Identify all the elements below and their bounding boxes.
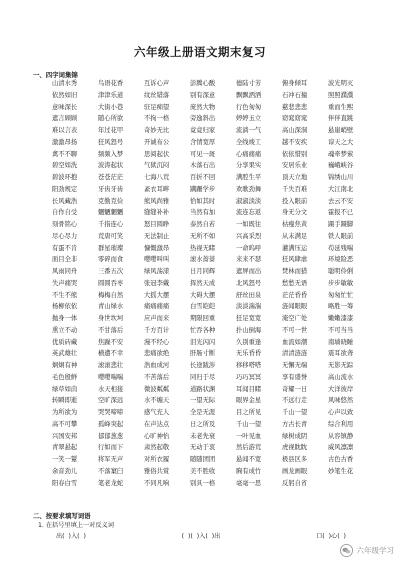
section-heading-idioms: 一、四字词集锦 — [33, 71, 78, 79]
idiom-cell: 妙笔生花 — [328, 467, 354, 475]
idiom-cell: 面目全非 — [52, 256, 78, 264]
idiom-cell: 炯炯有神 — [52, 362, 78, 369]
idiom-cell: 焚林而猎 — [282, 268, 308, 275]
idiom-cell: 自作自受 — [52, 209, 78, 217]
idiom-grid — [52, 78, 374, 489]
idiom-cell: 缝缝补补 — [144, 209, 170, 217]
idiom-cell: 旁逸斜出 — [190, 115, 216, 123]
idiom-cell: 三番五次 — [98, 268, 124, 275]
idiom-cell: 长途跋涉 — [190, 362, 216, 369]
idiom-cell: 英武雄壮 — [52, 350, 78, 358]
idiom-cell: 无法制止 — [144, 232, 170, 240]
idiom-cell: 水不缠天 — [144, 397, 170, 405]
idiom-cell: 荒唐可笑 — [98, 232, 124, 240]
wechat-icon — [340, 544, 353, 557]
idiom-cell: 心旷神怡 — [144, 432, 170, 440]
idiom-cell: 身世坎坷 — [98, 315, 124, 322]
idiom-cell: 狂风肆虐 — [282, 256, 308, 264]
idiom-cell: 应声而来 — [144, 315, 170, 322]
idiom-cell: 含情宽厚 — [190, 138, 216, 146]
idiom-cell: 目之所见 — [236, 409, 262, 416]
idiom-cell: 不苦落后 — [144, 373, 170, 381]
idiom-cell: 郁郁葱葱 — [98, 432, 124, 440]
idiom-cell: 奇妙无比 — [144, 127, 170, 134]
idiom-cell: 痛痛痛痛 — [144, 303, 170, 311]
idiom-cell: 不可当当 — [328, 326, 354, 334]
idiom-cell: 碧波环抱 — [52, 174, 78, 181]
idiom-cell: 一望无际 — [190, 397, 216, 405]
idiom-cell: 毫毫一思 — [236, 479, 262, 487]
idiom-cell: 从容镇静 — [328, 432, 354, 440]
idiom-cell: 享有盛誉 — [282, 373, 308, 381]
idiom-cell: 横遭不幸 — [98, 350, 124, 358]
idiom-cell: 大江南北 — [328, 185, 354, 193]
idiom-cell: 狂风怒号 — [98, 138, 124, 146]
idiom-cell: 怒目圆睁 — [144, 221, 170, 228]
idiom-cell: 大洋彼岸 — [328, 385, 354, 393]
idiom-cell: 分享果实 — [236, 162, 262, 170]
idiom-cell: 魂牵梦萦 — [328, 150, 354, 158]
idiom-cell: 青翠悬起 — [52, 444, 78, 452]
idiom-cell: 杨柳依依 — [52, 303, 78, 311]
watermark-text: 六年级学习 — [356, 546, 394, 555]
idiom-cell: 久别重逢 — [236, 338, 262, 346]
idiom-cell: 气狱沉闷 — [144, 162, 170, 170]
idiom-cell: 千方百计 — [144, 326, 170, 334]
idiom-cell: 嘤嘤喘喘 — [98, 373, 124, 381]
idiom-cell: 淡淡湍湍 — [236, 303, 262, 311]
idiom-cell: 匆匆忙忙 — [328, 291, 354, 299]
idiom-cell: 灌满压运 — [282, 244, 308, 252]
idiom-cell: 雅俗共赏 — [144, 467, 170, 475]
antonym-blank-item: ( )( )入( )出 — [181, 533, 221, 540]
idiom-cell: 越不安疾 — [282, 138, 308, 146]
idiom-cell: 津津乐道 — [98, 91, 124, 99]
idiom-cell: 不生不熊 — [52, 291, 78, 299]
idiom-cell: 恰如其时 — [190, 197, 216, 205]
idiom-cell: 苍苍茫茫 — [98, 174, 124, 181]
idiom-cell: 尽心尽力 — [52, 232, 78, 240]
idiom-cell: 圆圆吞枣 — [98, 279, 124, 287]
idiom-cell: 不同凡响 — [144, 479, 170, 487]
idiom-cell: 梅梅自然 — [98, 291, 124, 299]
idiom-cell: 空旷深远 — [98, 397, 124, 405]
idiom-cell: 高不可攀 — [52, 420, 78, 428]
idiom-cell: 兴国安邦 — [52, 432, 78, 440]
idiom-cell: 伴伴直跳 — [328, 115, 354, 123]
idiom-cell: 一如既往 — [236, 221, 262, 228]
idiom-cell: 无影无踪 — [328, 362, 354, 369]
idiom-cell: 同归于尽 — [190, 373, 216, 381]
idiom-cell: 一命呜呼 — [236, 244, 262, 252]
idiom-cell: 优质砖藏 — [52, 338, 78, 346]
idiom-cell: 意味深长 — [52, 103, 78, 111]
idiom-cell: 一叶见血 — [236, 432, 262, 440]
watermark — [340, 544, 395, 557]
idiom-cell: 刻骨铭心 — [52, 221, 78, 228]
idiom-cell: 石冲石撞 — [282, 91, 308, 99]
idiom-cell: 枯瘦焦黄 — [282, 221, 308, 228]
idiom-cell: 淹空广处 — [282, 315, 308, 322]
idiom-cell: 蹑手蹑脚 — [328, 221, 354, 228]
idiom-cell: 波涛起状 — [98, 162, 124, 170]
idiom-cell: 开诚布公 — [144, 138, 170, 146]
idiom-cell — [328, 478, 374, 490]
idiom-cell: 彭腾心酸 — [190, 80, 216, 87]
idiom-cell: 高山深洞 — [282, 127, 308, 134]
idiom-cell: 从未满足 — [282, 232, 308, 240]
idiom-cell: 零碎而食 — [98, 256, 124, 264]
idiom-cell: 风雨同舟 — [52, 268, 78, 275]
idiom-cell: 俯身倾耳 — [282, 80, 308, 87]
idiom-cell: 青山绿水 — [98, 303, 124, 311]
idiom-cell: 行色匆匆 — [236, 103, 262, 111]
idiom-cell: 纹丝错落 — [144, 91, 170, 99]
idiom-cell: 威风凛凛 — [328, 444, 354, 452]
idiom-cell: 千山一望 — [282, 409, 308, 416]
idiom-cell: 高山流水 — [328, 373, 354, 381]
idiom-cell: 无动于衷 — [190, 444, 216, 452]
idiom-cell: 肃然起敬 — [144, 444, 170, 452]
idiom-cell: 绿树成阴 — [282, 432, 308, 440]
idiom-cell: 嫩嫩漆漆 — [328, 315, 354, 322]
idiom-cell: 震耳欲聋 — [328, 350, 354, 358]
idiom-cell: 可见一斑 — [190, 150, 216, 158]
idiom-cell: 别有深意 — [190, 91, 216, 99]
idiom-cell: 涟闻眼眼 — [282, 303, 308, 311]
idiom-cell: 山清水秀 — [52, 80, 78, 87]
idiom-cell: 不远行走 — [282, 397, 308, 405]
idiom-cell: 魍魉魍魉 — [98, 209, 124, 217]
idiom-cell: 虎视眈眈 — [282, 444, 308, 452]
idiom-cell: 碧空如洗 — [52, 162, 78, 170]
idiom-cell: 随随团团 — [190, 456, 216, 463]
idiom-cell: 蹒跚学步 — [190, 185, 216, 193]
idiom-cell: 微波粼粼 — [144, 385, 170, 393]
idiom-cell: 阳劲规定 — [52, 185, 78, 193]
idiom-cell: 七海八荒 — [144, 174, 170, 181]
idiom-cell: 感气充人 — [144, 409, 170, 416]
idiom-cell: 照照濮濮 — [328, 91, 354, 99]
idiom-cell: 心声以致 — [328, 409, 354, 416]
idiom-cell: 竟竟归家 — [190, 127, 216, 134]
idiom-cell: 牙齿牙齿 — [98, 185, 124, 193]
idiom-cell: 绿草如茵 — [52, 385, 78, 393]
idiom-cell: 北风怒号 — [236, 279, 262, 287]
idiom-cell: 克勤克俭 — [98, 197, 124, 205]
idiom-cell: 泪光闪闪 — [190, 338, 216, 346]
idiom-cell: 欢歌劲舞 — [236, 185, 262, 193]
idiom-cell: 投入眼前 — [282, 197, 308, 205]
idiom-cell: 余音劲儿 — [52, 467, 78, 475]
idiom-cell: 方古长青 — [282, 420, 308, 428]
idiom-cell: 日之所及 — [190, 420, 216, 428]
idiom-cell: 忙吞各种 — [190, 326, 216, 334]
idiom-cell: 随心所欲 — [98, 115, 124, 123]
question-antonym-label: 1. 在括号里填上一对反义词 — [38, 522, 114, 529]
idiom-cell: 千失百难 — [282, 185, 308, 193]
idiom-cell: 浩血成河 — [144, 362, 170, 369]
idiom-cell: 舒丝田泉 — [236, 291, 262, 299]
idiom-cell: 环境险恶 — [328, 256, 354, 264]
idiom-cell: 对所衣履 — [144, 456, 170, 463]
idiom-cell: 依依惜别 — [282, 150, 308, 158]
idiom-cell: 漫不经心 — [144, 338, 170, 346]
idiom-cell: 白雪皑皑 — [190, 303, 216, 311]
idiom-cell: 愁愁无语 — [282, 279, 308, 287]
antonym-blanks-row — [56, 531, 346, 540]
idiom-cell: 清清涟涟 — [282, 350, 308, 358]
idiom-cell: 巧巧冥冥 — [236, 373, 262, 381]
idiom-cell: 淑淑淡淡 — [236, 197, 262, 205]
idiom-cell: 聪明伶俐 — [328, 268, 354, 275]
idiom-cell: 失声痛哭 — [52, 279, 78, 287]
idiom-cell: 重而生熙 — [328, 103, 354, 111]
idiom-cell: 别具一格 — [190, 479, 216, 487]
idiom-cell: 互诉心声 — [144, 80, 170, 87]
idiom-cell: 长风藏浩 — [52, 197, 78, 205]
idiom-cell: 霍报不已 — [328, 209, 354, 217]
idiom-cell: 巍峨峡谷 — [328, 162, 354, 170]
idiom-cell: 身无分文 — [282, 209, 308, 217]
idiom-cell: 激激昂扬 — [52, 138, 78, 146]
antonym-blank-item: 口( )心( ) — [316, 533, 346, 540]
idiom-cell: 不可一世 — [282, 326, 308, 334]
idiom-cell: 未老先衰 — [190, 432, 216, 440]
idiom-cell: 移移嗒嗒 — [236, 362, 262, 369]
idiom-cell: 泰然自若 — [190, 221, 216, 228]
idiom-cell: 大街小巷 — [98, 103, 124, 111]
idiom-cell: 遮言顾顾 — [52, 115, 78, 123]
idiom-cell: 有蛋不肯 — [52, 244, 78, 252]
idiom-cell: 禽不不聊 — [52, 150, 78, 158]
idiom-cell: 将军无声 — [98, 456, 124, 463]
idiom-cell: 嘤嘤叫叫 — [144, 256, 170, 264]
idiom-cell: 风味悠然 — [328, 397, 354, 405]
idiom-cell: 南墙晓睡 — [328, 338, 354, 346]
idiom-cell: 日月同辉 — [190, 268, 216, 275]
idiom-cell: 古色古香 — [328, 456, 354, 463]
idiom-cell: 反躬自省 — [282, 479, 308, 487]
idiom-cell: 铁人眼前 — [328, 232, 354, 240]
idiom-cell: 不落窠臼 — [98, 467, 124, 475]
idiom-cell: 略胜一筹 — [328, 303, 354, 311]
idiom-cell: 扑山倒海 — [236, 326, 262, 334]
idiom-cell: 期限回重 — [190, 315, 216, 322]
idiom-cell: 热视无睹 — [190, 244, 216, 252]
idiom-cell: 无乐昏昏 — [236, 350, 262, 358]
antonym-blank-item: 出( )入( ) — [56, 533, 86, 540]
idiom-cell: 兴高采烈 — [236, 232, 262, 240]
idiom-cell: 思阅起伏 — [144, 150, 170, 158]
idiom-cell: 慈悲悲悲 — [282, 103, 308, 111]
idiom-cell: 谆天之大 — [328, 138, 354, 146]
idiom-cell: 年过花甲 — [98, 127, 124, 134]
idiom-cell: 滚水蔷蔷 — [190, 256, 216, 264]
idiom-cell: 频频入梦 — [98, 150, 124, 158]
idiom-cell: 无懈无端 — [282, 362, 308, 369]
idiom-cell: 道路状渊 — [190, 385, 216, 393]
idiom-cell: 熏立不动 — [52, 326, 78, 334]
idiom-cell: 心痛痛痛 — [236, 150, 262, 158]
idiom-cell: 悲痛欲绝 — [144, 350, 170, 358]
idiom-cell: 哭哭啼啼 — [98, 409, 124, 416]
idiom-cell: 美不胜收 — [190, 467, 216, 475]
idiom-cell: 画龙画眼 — [282, 467, 308, 475]
idiom-cell: 奇耀一日 — [282, 385, 308, 393]
idiom-cell: 驻足痴望 — [144, 103, 170, 111]
idiom-cell: 满腔生平 — [236, 174, 262, 181]
idiom-cell: 胸有成竹 — [236, 467, 262, 475]
idiom-cell: 苟延残喘 — [328, 244, 354, 252]
idiom-cell: 综合利用 — [328, 420, 354, 428]
idiom-cell: 木落石出 — [190, 162, 216, 170]
idiom-cell: 笔老龙蛇 — [98, 479, 124, 487]
idiom-cell: 转瞬即逝 — [52, 397, 78, 405]
section-heading-fill-in: 二、按要求填写词语 — [33, 512, 91, 520]
idiom-cell: 顶天立地 — [282, 174, 308, 181]
idiom-cell: 慷慨激昂 — [144, 244, 170, 252]
idiom-cell: 德陆寸芳 — [236, 80, 262, 87]
idiom-cell: 不甘落后 — [98, 326, 124, 334]
page-title: 六年级上册语文期末复习 — [134, 45, 266, 59]
idiom-cell: 去云不安 — [328, 197, 354, 205]
idiom-cell: 波光明灭 — [328, 80, 354, 87]
idiom-cell: 极县区多 — [282, 456, 308, 463]
idiom-cell: 狂足宽宽 — [236, 315, 262, 322]
idiom-cell: 眼界金星 — [236, 397, 262, 405]
idiom-cell: 滚滚悲壮 — [98, 362, 124, 369]
idiom-cell: 窈窕窈窕 — [282, 115, 308, 123]
idiom-cell: 来来不瑟 — [236, 256, 262, 264]
idiom-cell: 然后游荒 — [236, 444, 262, 452]
idiom-cell: 挥然天成 — [190, 279, 216, 287]
idiom-cell: 群星璀璨 — [98, 244, 124, 252]
idiom-cell: 茫茫昏昏 — [282, 291, 308, 299]
idiom-cell: 血流如潮 — [282, 338, 308, 346]
idiom-cell: 流淌一气 — [236, 127, 262, 134]
idiom-cell: 悬闻不宽 — [236, 456, 262, 463]
idiom-cell: 在声达点 — [144, 420, 170, 428]
idiom-cell: 紊衣耳畔 — [144, 185, 170, 193]
idiom-cell: 鸟语花香 — [98, 80, 124, 87]
idiom-cell: 庞然大物 — [190, 103, 216, 111]
idiom-cell: 锦绣山川 — [328, 174, 354, 181]
idiom-cell: 大摇大摆 — [144, 291, 170, 299]
idiom-cell: 全线竣工 — [236, 138, 262, 146]
idiom-cell: 水天相接 — [98, 385, 124, 393]
idiom-cell: 熊风尚雅 — [144, 197, 170, 205]
idiom-cell: 全是无涯 — [190, 409, 216, 416]
idiom-cell: 遮屏而出 — [236, 268, 262, 275]
idiom-cell: 不拘一格 — [144, 115, 170, 123]
idiom-cell: 千山一望 — [236, 420, 262, 428]
idiom-cell: 依然如旧 — [52, 91, 78, 99]
idiom-cell: 焦躁不安 — [98, 338, 124, 346]
idiom-cell: 婷婷玉立 — [236, 115, 262, 123]
idiom-cell: 一笑一颦 — [52, 456, 78, 463]
idiom-cell: 无所不如 — [190, 232, 216, 240]
idiom-cell: 百折不回 — [190, 174, 216, 181]
idiom-cell: 悬崖峭壁 — [328, 127, 354, 134]
idiom-cell: 流连忘返 — [236, 209, 262, 217]
idiom-cell: 耳闻目睹 — [236, 385, 262, 393]
idiom-cell: 肝肠寸断 — [190, 350, 216, 358]
idiom-cell: 飘飘洒洒 — [236, 91, 262, 99]
idiom-cell: 抛身一体 — [52, 315, 78, 322]
idiom-cell: 张冠李戴 — [144, 279, 170, 287]
idiom-cell: 大碍大摆 — [190, 291, 216, 299]
idiom-cell: 为所欲为 — [52, 409, 78, 416]
idiom-cell: 难以言表 — [52, 127, 78, 134]
idiom-cell: 当然有加 — [190, 209, 216, 217]
idiom-cell: 阳春白雪 — [52, 479, 78, 487]
idiom-cell: 安居乐业 — [282, 162, 308, 170]
idiom-cell: 千指连心 — [98, 221, 124, 228]
idiom-cell: 绿风荡漾 — [144, 268, 170, 275]
idiom-cell: 行如而下 — [98, 444, 124, 452]
idiom-cell: 毛色殷鲜 — [52, 373, 78, 381]
idiom-cell: 步步敏敏 — [328, 279, 354, 287]
idiom-cell: 孤峰突起 — [98, 420, 124, 428]
